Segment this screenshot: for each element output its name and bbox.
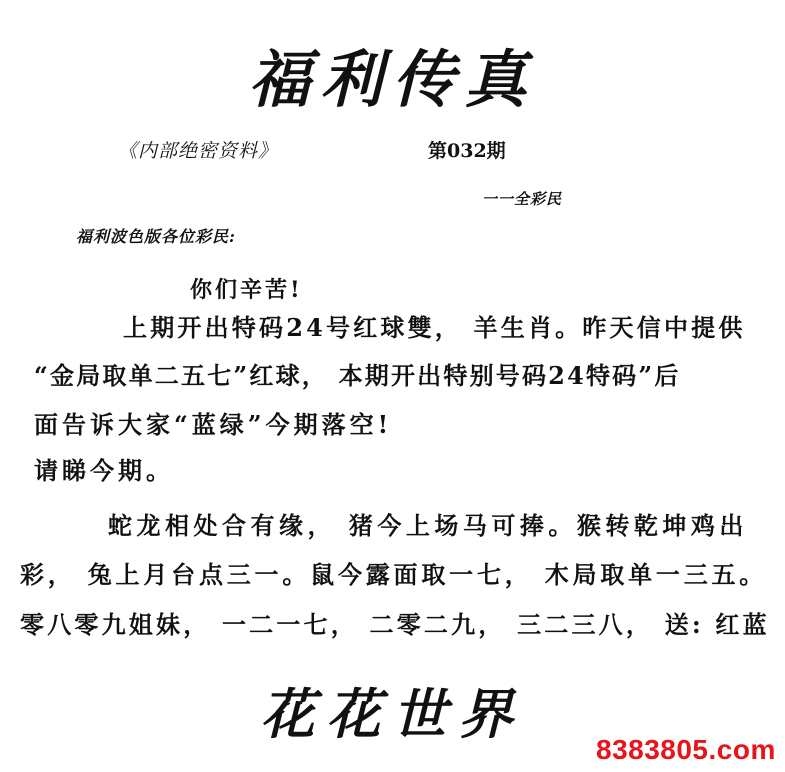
greeting-line: 福利波色版各位彩民: xyxy=(76,227,236,246)
sub-greeting: 你们辛苦! xyxy=(190,277,303,303)
body-line: 面告诉大家“蓝绿”今期落空! xyxy=(34,410,393,439)
body-line: 零八零九姐妹， 一二一七， 二零二九， 三二三八， 送: 红蓝 xyxy=(20,610,770,639)
footer-title: 花花世界 xyxy=(260,682,525,746)
body-line: “金局取单二五七”红球， 本期开出特别号码24特码”后 xyxy=(34,361,681,390)
body-line: 蛇龙相处合有缘， 猪今上场马可捧。猴转乾坤鸡出 xyxy=(108,511,748,540)
document-title: 福利传真 xyxy=(248,43,537,116)
body-line: 彩， 兔上月台点三一。鼠今露面取一七， 木局取单一三五。 xyxy=(20,560,768,589)
website-watermark: 8383805.com xyxy=(596,734,776,765)
body-line: 上期开出特码24号红球雙， 羊生肖。昨天信中提供 xyxy=(123,313,746,342)
author-signature: 一一全彩民 xyxy=(482,190,563,208)
document-classification: 《内部绝密资料》 xyxy=(118,140,279,162)
body-line: 请睇今期。 xyxy=(34,456,174,485)
issue-number: 第032期 xyxy=(428,140,506,162)
